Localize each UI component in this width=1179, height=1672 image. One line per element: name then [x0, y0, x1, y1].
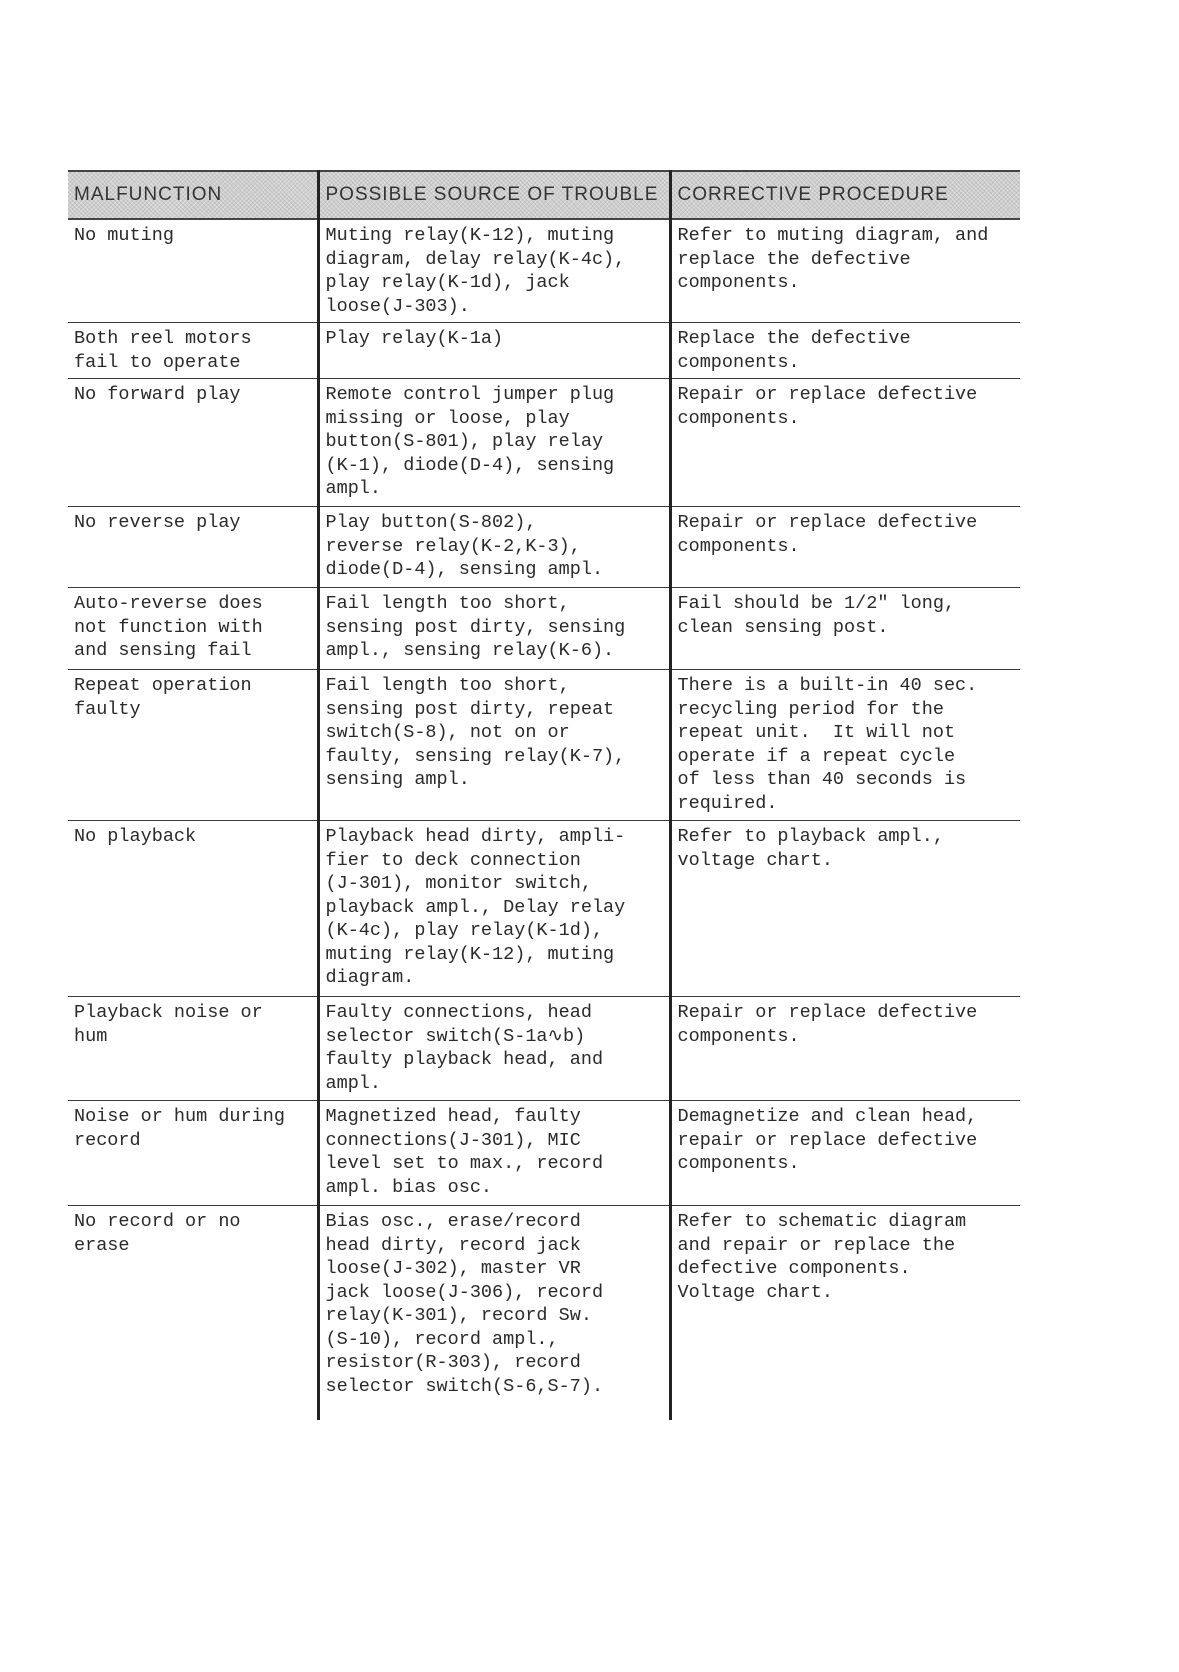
header-possible-source: POSSIBLE SOURCE OF TROUBLE	[318, 171, 670, 219]
malfunction-cell: Playback noise or hum	[68, 997, 318, 1101]
source-cell: Bias osc., erase/record head dirty, record jack loose(J-302), master VR jack loose(J-306), record relay(K-301), record Sw. (S-10), record ampl., resistor(R-303), record selector switch(S-6,S-7).	[318, 1206, 670, 1420]
table-row	[68, 821, 1020, 997]
malfunction-cell: Noise or hum during record	[68, 1101, 318, 1206]
malfunction-cell: Both reel motors fail to operate	[68, 323, 318, 379]
header-malfunction: MALFUNCTION	[68, 171, 318, 219]
malfunction-cell: Repeat operation faulty	[68, 670, 318, 821]
procedure-cell: Repair or replace defective components.	[670, 997, 1020, 1101]
malfunction-cell: No forward play	[68, 379, 318, 507]
procedure-cell: Replace the defective components.	[670, 323, 1020, 379]
source-cell: Faulty connections, head selector switch(S-1a∿b) faulty playback head, and ampl.	[318, 997, 670, 1101]
source-cell: Remote control jumper plug missing or loose, play button(S-801), play relay (K-1), diode(D-4), sensing ampl.	[318, 379, 670, 507]
table-row	[68, 588, 1020, 670]
malfunction-cell: No muting	[68, 219, 318, 323]
header-row	[68, 171, 1020, 219]
table-row	[68, 507, 1020, 588]
table-body	[68, 219, 1020, 1420]
source-cell: Play relay(K-1a)	[318, 323, 670, 379]
source-cell: Muting relay(K-12), muting diagram, delay relay(K-4c), play relay(K-1d), jack loose(J-303).	[318, 219, 670, 323]
procedure-cell: Refer to schematic diagram and repair or replace the defective components. Voltage chart.	[670, 1206, 1020, 1420]
procedure-cell: Refer to muting diagram, and replace the defective components.	[670, 219, 1020, 323]
table-row	[68, 1101, 1020, 1206]
malfunction-cell: No playback	[68, 821, 318, 997]
table-header	[68, 171, 1020, 219]
table-row	[68, 997, 1020, 1101]
table-row	[68, 219, 1020, 323]
procedure-cell: Refer to playback ampl., voltage chart.	[670, 821, 1020, 997]
table-row	[68, 1206, 1020, 1420]
procedure-cell: Repair or replace defective components.	[670, 507, 1020, 588]
table-row	[68, 670, 1020, 821]
procedure-cell: Demagnetize and clean head, repair or replace defective components.	[670, 1101, 1020, 1206]
malfunction-cell: No record or no erase	[74, 1211, 241, 1256]
source-cell: Magnetized head, faulty connections(J-301), MIC level set to max., record ampl. bias osc.	[318, 1101, 670, 1206]
malfunction-cell: No reverse play	[68, 507, 318, 588]
source-cell: Fail length too short, sensing post dirty, sensing ampl., sensing relay(K-6).	[318, 588, 670, 670]
table-row	[68, 379, 1020, 507]
procedure-cell: There is a built-in 40 sec. recycling period for the repeat unit. It will not operate if a repeat cycle of less than 40 seconds is required.	[670, 670, 1020, 821]
source-cell: Fail length too short, sensing post dirty, repeat switch(S-8), not on or faulty, sensing relay(K-7), sensing ampl.	[318, 670, 670, 821]
malfunction-cell: Auto-reverse does not function with and sensing fail	[68, 588, 318, 670]
troubleshooting-table	[68, 170, 1020, 1420]
header-corrective-procedure: CORRECTIVE PROCEDURE	[670, 171, 1020, 219]
source-cell: Playback head dirty, ampli- fier to deck connection (J-301), monitor switch, playback ampl., Delay relay (K-4c), play relay(K-1d), muting relay(K-12), muting diagram.	[318, 821, 670, 997]
table-row	[68, 323, 1020, 379]
source-cell: Play button(S-802), reverse relay(K-2,K-3), diode(D-4), sensing ampl.	[318, 507, 670, 588]
procedure-cell: Fail should be 1/2" long, clean sensing post.	[670, 588, 1020, 670]
procedure-cell: Repair or replace defective components.	[670, 379, 1020, 507]
